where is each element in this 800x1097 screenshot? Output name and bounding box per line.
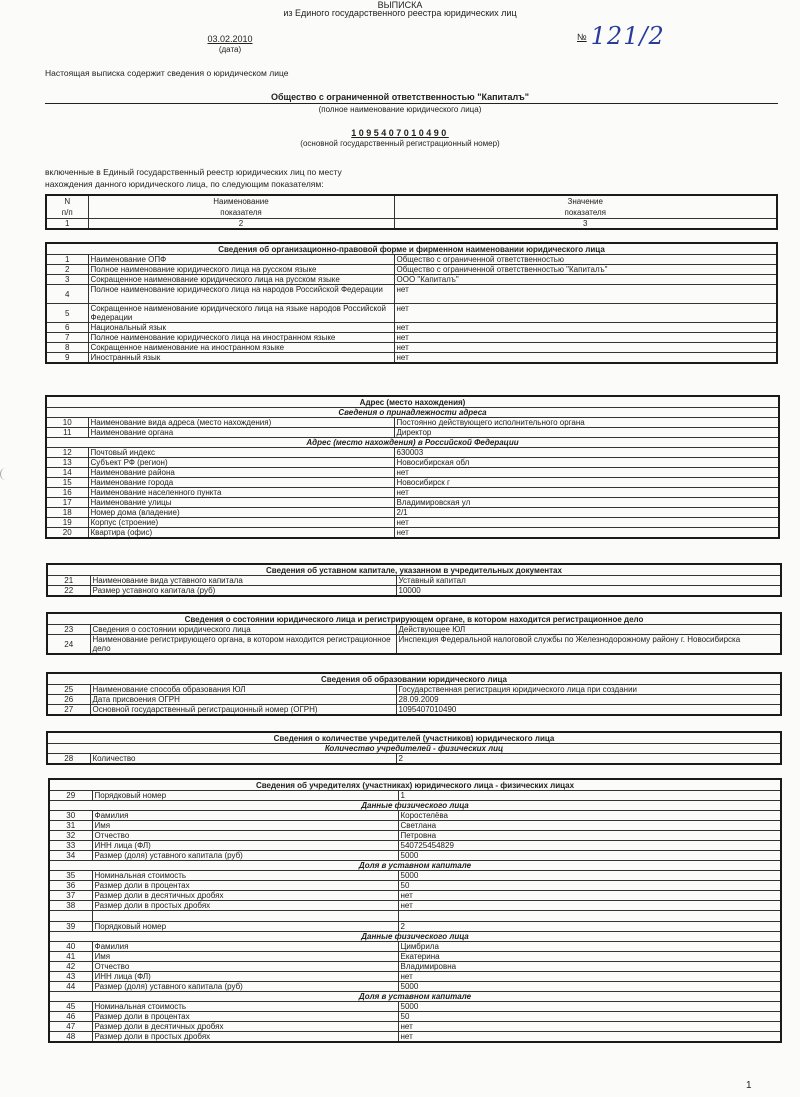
- row-value: нет: [394, 333, 777, 343]
- table-row: [49, 1032, 781, 1043]
- row-number: 39: [49, 922, 92, 932]
- row-label: Отчество: [92, 962, 398, 972]
- section-founders: [48, 778, 782, 1043]
- row-label: Размер доли в простых дробях: [92, 1032, 398, 1043]
- table-row: [47, 695, 781, 705]
- document-subtitle: из Единого государственного реестра юридических лиц: [283, 8, 517, 18]
- included-text-line2: нахождения данного юридического лица, по следующим показателям:: [45, 179, 324, 189]
- row-value: Общество с ограниченной ответственностью: [394, 255, 777, 265]
- subsection-title: Сведения о принадлежности адреса: [46, 408, 779, 418]
- row-value: Екатерина: [398, 952, 781, 962]
- row-label: Имя: [92, 821, 398, 831]
- row-label: Размер уставного капитала (руб): [90, 586, 396, 597]
- col-num-1: 1: [46, 219, 88, 230]
- table-row: [49, 1022, 781, 1032]
- row-number: 13: [46, 458, 88, 468]
- org-name-underline: [45, 103, 778, 104]
- section-title: Адрес (место нахождения): [46, 396, 779, 408]
- row-number: 14: [46, 468, 88, 478]
- table-row: [46, 468, 779, 478]
- row-number: 42: [49, 962, 92, 972]
- row-number: 22: [47, 586, 90, 597]
- column-header-table: [45, 194, 778, 230]
- row-value: 5000: [398, 851, 781, 861]
- row-number: 26: [47, 695, 90, 705]
- row-value: 2: [396, 754, 781, 765]
- row-value: Петровна: [398, 831, 781, 841]
- row-label: Размер доли в процентах: [92, 881, 398, 891]
- row-value: Цимбрила: [398, 942, 781, 952]
- row-value: нет: [394, 528, 779, 539]
- section-founders-count: [46, 731, 782, 765]
- table-row: [49, 791, 781, 801]
- section-title: Сведения об образовании юридического лица: [47, 673, 781, 685]
- row-number: 40: [49, 942, 92, 952]
- table-row: [47, 625, 781, 635]
- row-value: нет: [398, 901, 781, 911]
- row-value: нет: [394, 343, 777, 353]
- table-row: [47, 586, 781, 597]
- row-label: Квартира (офис): [88, 528, 394, 539]
- row-number: 17: [46, 498, 88, 508]
- row-label: Размер доли в простых дробях: [92, 901, 398, 911]
- section-formation: [46, 672, 782, 716]
- empty-cell: [92, 911, 398, 922]
- section-org-form: [45, 242, 778, 364]
- row-label: Наименование органа: [88, 428, 394, 438]
- row-value: нет: [394, 353, 777, 364]
- table-row: [49, 1002, 781, 1012]
- col-num-3: 3: [394, 219, 777, 230]
- row-number: 6: [46, 323, 88, 333]
- row-value: 5000: [398, 871, 781, 881]
- row-number: 38: [49, 901, 92, 911]
- row-label: Размер (доля) уставного капитала (руб): [92, 982, 398, 992]
- row-number: 4: [46, 285, 88, 304]
- table-row: [49, 972, 781, 982]
- table-row: [46, 323, 777, 333]
- row-number: 20: [46, 528, 88, 539]
- row-value: нет: [398, 972, 781, 982]
- table-row: [49, 881, 781, 891]
- intro-text: Настоящая выписка содержит сведения о юридическом лице: [45, 68, 289, 78]
- table-row: [46, 478, 779, 488]
- section-status: [46, 612, 782, 655]
- table-row: [47, 705, 781, 716]
- included-text-line1: включенные в Единый государственный реестр юридических лиц по месту: [45, 167, 342, 177]
- row-value: 28.09.2009: [396, 695, 781, 705]
- col-name-header: Наименование показателя: [88, 195, 394, 219]
- document-title: ВЫПИСКА: [377, 0, 423, 10]
- row-value: ООО "Капиталъ": [394, 275, 777, 285]
- table-row: [46, 458, 779, 468]
- row-number: 36: [49, 881, 92, 891]
- row-label: Фамилия: [92, 942, 398, 952]
- row-number: 10: [46, 418, 88, 428]
- table-row: [46, 418, 779, 428]
- row-number: 47: [49, 1022, 92, 1032]
- row-number: 18: [46, 508, 88, 518]
- table-row: [47, 635, 781, 655]
- table-row: [49, 922, 781, 932]
- row-number: 46: [49, 1012, 92, 1022]
- table-row: [46, 304, 777, 323]
- table-row: [46, 275, 777, 285]
- row-value: Светлана: [398, 821, 781, 831]
- col-num-2: 2: [88, 219, 394, 230]
- row-label: Размер доли в процентах: [92, 1012, 398, 1022]
- table-row: [49, 831, 781, 841]
- table-row: [46, 448, 779, 458]
- row-value: нет: [394, 304, 777, 323]
- row-value: 50: [398, 1012, 781, 1022]
- row-label: Субъект РФ (регион): [88, 458, 394, 468]
- table-row: [49, 942, 781, 952]
- row-number: 19: [46, 518, 88, 528]
- table-row: [46, 333, 777, 343]
- table-row: [47, 685, 781, 695]
- row-label: Полное наименование юридического лица на народов Российской Федерации: [88, 285, 394, 304]
- extract-number: [577, 18, 665, 50]
- row-number: 41: [49, 952, 92, 962]
- row-value: 2/1: [394, 508, 779, 518]
- section-title: Сведения о состоянии юридического лица и регистрирующем органе, в котором находится регистрационное дело: [47, 613, 781, 625]
- subsection-title: Доля в уставном капитале: [49, 992, 781, 1002]
- row-number: 28: [47, 754, 90, 765]
- row-number: 35: [49, 871, 92, 881]
- section-title: Сведения об организационно-правовой форме и фирменном наименовании юридического лица: [46, 243, 777, 255]
- row-label: Наименование ОПФ: [88, 255, 394, 265]
- table-row: [49, 871, 781, 881]
- row-label: ИНН лица (ФЛ): [92, 841, 398, 851]
- row-value: Новосибирская обл: [394, 458, 779, 468]
- row-number: 30: [49, 811, 92, 821]
- scan-margin-mark: [0, 468, 11, 480]
- row-value: Новосибирск г: [394, 478, 779, 488]
- row-number: 27: [47, 705, 90, 716]
- row-value: Директор: [394, 428, 779, 438]
- row-number: 5: [46, 304, 88, 323]
- section-address: [45, 395, 780, 539]
- row-value: Уставный капитал: [396, 576, 781, 586]
- handwritten-number: 121/2: [590, 22, 665, 50]
- org-full-name: Общество с ограниченной ответственностью "Капиталъ": [270, 92, 529, 102]
- row-label: Наименование регистрирующего органа, в котором находится регистрационное дело: [90, 635, 396, 655]
- table-row: [49, 841, 781, 851]
- empty-row: [49, 911, 781, 922]
- row-value: 2: [398, 922, 781, 932]
- table-row: [46, 343, 777, 353]
- row-label: Порядковый номер: [92, 791, 398, 801]
- row-number: 23: [47, 625, 90, 635]
- row-value: нет: [398, 1032, 781, 1043]
- row-number: 3: [46, 275, 88, 285]
- row-value: 10000: [396, 586, 781, 597]
- row-value: нет: [394, 518, 779, 528]
- subsection-title: Данные физического лица: [49, 932, 781, 942]
- row-label: Размер доли в десятичных дробях: [92, 891, 398, 901]
- table-row: [46, 508, 779, 518]
- row-number: 11: [46, 428, 88, 438]
- row-value: Инспекция Федеральной налоговой службы по Железнодорожному району г. Новосибирска: [396, 635, 781, 655]
- row-number: 2: [46, 265, 88, 275]
- table-row: [46, 518, 779, 528]
- table-row: [46, 488, 779, 498]
- row-label: Наименование улицы: [88, 498, 394, 508]
- row-label: Размер (доля) уставного капитала (руб): [92, 851, 398, 861]
- row-number: 33: [49, 841, 92, 851]
- table-row: [46, 353, 777, 364]
- table-row: [49, 901, 781, 911]
- row-label: Иностранный язык: [88, 353, 394, 364]
- row-label: Почтовый индекс: [88, 448, 394, 458]
- row-number: 25: [47, 685, 90, 695]
- row-label: Сокращенное наименование на иностранном языке: [88, 343, 394, 353]
- row-label: Наименование вида адреса (место нахождения): [88, 418, 394, 428]
- row-label: Основной государственный регистрационный номер (ОГРН): [90, 705, 396, 716]
- table-row: [49, 811, 781, 821]
- row-label: Номинальная стоимость: [92, 1002, 398, 1012]
- row-number: 15: [46, 478, 88, 488]
- row-number: 44: [49, 982, 92, 992]
- row-number: 45: [49, 1002, 92, 1012]
- subsection-title: Количество учредителей - физических лиц: [47, 744, 781, 754]
- row-label: Порядковый номер: [92, 922, 398, 932]
- row-number: 48: [49, 1032, 92, 1043]
- ogrn-number: 1095407010490: [351, 128, 449, 138]
- row-number: 31: [49, 821, 92, 831]
- row-value: 1: [398, 791, 781, 801]
- row-value: Действующее ЮЛ: [396, 625, 781, 635]
- row-number: 21: [47, 576, 90, 586]
- row-label: Номер дома (владение): [88, 508, 394, 518]
- subsection-title: Адрес (место нахождения) в Российской Федерации: [46, 438, 779, 448]
- row-number: 8: [46, 343, 88, 353]
- row-label: Отчество: [92, 831, 398, 841]
- row-number: 1: [46, 255, 88, 265]
- section-title: Сведения о количестве учредителей (участников) юридического лица: [47, 732, 781, 744]
- section-title: Сведения об учредителях (участниках) юридического лица - физических лицах: [49, 779, 781, 791]
- row-label: Наименование вида уставного капитала: [90, 576, 396, 586]
- row-value: Общество с ограниченной ответственностью "Капиталъ": [394, 265, 777, 275]
- table-row: [47, 754, 781, 765]
- subsection-title: Данные физического лица: [49, 801, 781, 811]
- row-label: Дата присвоения ОГРН: [90, 695, 396, 705]
- extract-date: 03.02.2010: [207, 34, 253, 44]
- empty-cell: [398, 911, 781, 922]
- row-label: Национальный язык: [88, 323, 394, 333]
- section-capital: [46, 563, 782, 597]
- row-number: 32: [49, 831, 92, 841]
- row-value: 50: [398, 881, 781, 891]
- empty-cell: [49, 911, 92, 922]
- table-row: [49, 1012, 781, 1022]
- org-name-caption: (полное наименование юридического лица): [318, 105, 482, 114]
- row-value: Владимировская ул: [394, 498, 779, 508]
- row-label: Сокращенное наименование юридического лица на русском языке: [88, 275, 394, 285]
- row-label: Полное наименование юридического лица на иностранном языке: [88, 333, 394, 343]
- row-value: нет: [394, 285, 777, 304]
- row-value: Государственная регистрация юридического лица при создании: [396, 685, 781, 695]
- row-number: 37: [49, 891, 92, 901]
- row-value: Постоянно действующего исполнительного органа: [394, 418, 779, 428]
- row-number: 16: [46, 488, 88, 498]
- section-title: Сведения об уставном капитале, указанном в учредительных документах: [47, 564, 781, 576]
- table-row: [49, 982, 781, 992]
- table-row: [47, 576, 781, 586]
- row-label: Наименование района: [88, 468, 394, 478]
- table-row: [49, 821, 781, 831]
- row-value: 540725454829: [398, 841, 781, 851]
- table-row: [49, 952, 781, 962]
- row-value: нет: [394, 468, 779, 478]
- table-row: [46, 428, 779, 438]
- table-row: [46, 255, 777, 265]
- row-number: 12: [46, 448, 88, 458]
- row-value: 1095407010490: [396, 705, 781, 716]
- row-label: ИНН лица (ФЛ): [92, 972, 398, 982]
- row-number: 43: [49, 972, 92, 982]
- row-label: Количество: [90, 754, 396, 765]
- row-number: 24: [47, 635, 90, 655]
- row-value: 630003: [394, 448, 779, 458]
- row-number: 9: [46, 353, 88, 364]
- ogrn-caption: (основной государственный регистрационный номер): [300, 139, 500, 148]
- row-label: Наименование населенного пункта: [88, 488, 394, 498]
- row-label: Сведения о состоянии юридического лица: [90, 625, 396, 635]
- row-label: Фамилия: [92, 811, 398, 821]
- row-label: Полное наименование юридического лица на русском языке: [88, 265, 394, 275]
- row-label: Корпус (строение): [88, 518, 394, 528]
- table-row: [49, 962, 781, 972]
- row-label: Номинальная стоимость: [92, 871, 398, 881]
- row-value: Коростелёва: [398, 811, 781, 821]
- table-row: [46, 498, 779, 508]
- row-number: 7: [46, 333, 88, 343]
- row-value: Владимировна: [398, 962, 781, 972]
- table-row: [49, 891, 781, 901]
- row-number: 34: [49, 851, 92, 861]
- row-value: нет: [394, 323, 777, 333]
- col-value-header: Значение показателя: [394, 195, 777, 219]
- row-value: нет: [394, 488, 779, 498]
- page-number: 1: [746, 1080, 752, 1091]
- row-value: нет: [398, 891, 781, 901]
- date-caption: (дата): [218, 45, 242, 54]
- row-label: Наименование способа образования ЮЛ: [90, 685, 396, 695]
- row-value: 5000: [398, 1002, 781, 1012]
- row-label: Сокращенное наименование юридического лица на языке народов Российской Федерации: [88, 304, 394, 323]
- row-number: 29: [49, 791, 92, 801]
- row-label: Наименование города: [88, 478, 394, 488]
- subsection-title: Доля в уставном капитале: [49, 861, 781, 871]
- table-row: [46, 528, 779, 539]
- table-row: [46, 285, 777, 304]
- col-n-header: N п/п: [46, 195, 88, 219]
- row-value: 5000: [398, 982, 781, 992]
- number-label: №: [577, 32, 587, 42]
- table-row: [49, 851, 781, 861]
- row-label: Размер доли в десятичных дробях: [92, 1022, 398, 1032]
- row-label: Имя: [92, 952, 398, 962]
- table-row: [46, 265, 777, 275]
- row-value: нет: [398, 1022, 781, 1032]
